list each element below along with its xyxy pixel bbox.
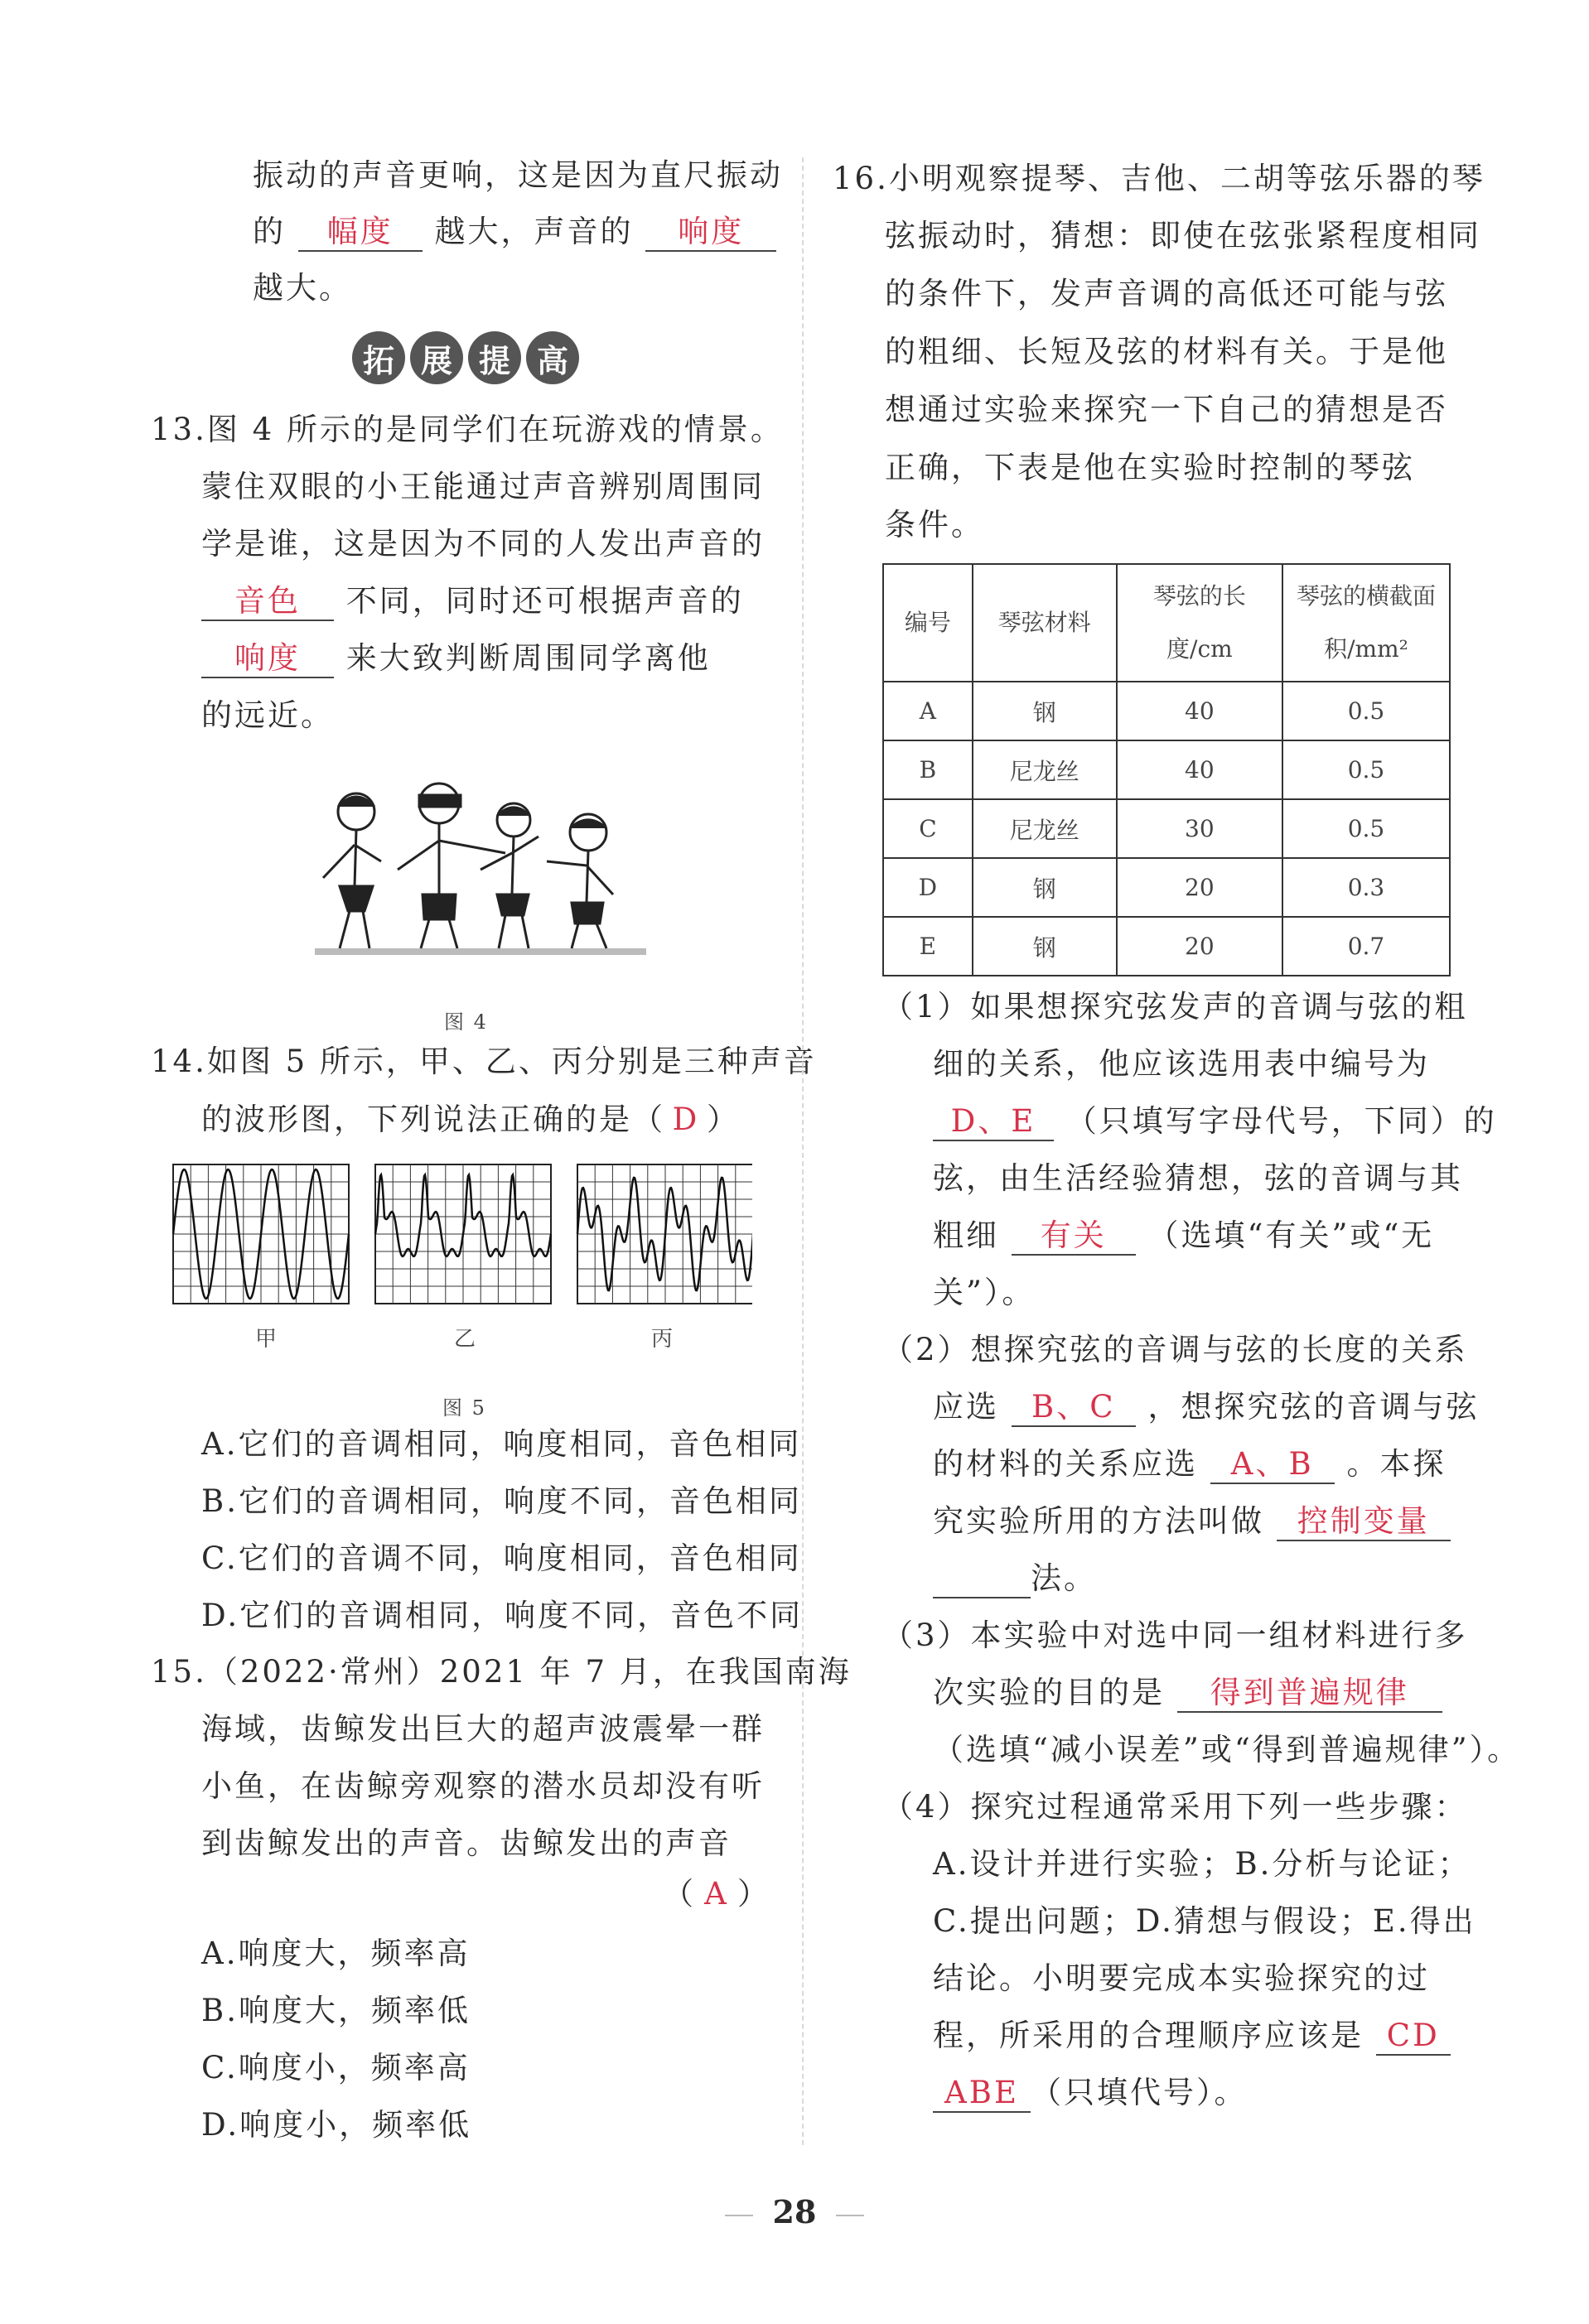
table-row: [883, 858, 1450, 917]
q16-p2-line5: 法。: [933, 1559, 1097, 1598]
q16-line7: 条件。: [885, 507, 984, 542]
answer-blank: 控制变量: [1277, 1503, 1451, 1541]
q16-p2-line4: 究实验所用的方法叫做 控制变量: [933, 1502, 1451, 1541]
table-cell: A: [883, 682, 973, 740]
children-playing-illustration: [315, 770, 646, 961]
section-title: 拓 展 提 高: [352, 331, 579, 384]
q15-option-c: C.响度小，频率高: [201, 2050, 471, 2085]
table-cell: 尼龙丝: [973, 799, 1117, 858]
q16-p4-line3: C.提出问题；D.猜想与假设；E.得出: [933, 1903, 1476, 1939]
q16-line2: 弦振动时，猜想：即使在弦张紧程度相同: [885, 218, 1481, 253]
table-cell: C: [883, 799, 973, 858]
table-cell: 20: [1117, 858, 1282, 917]
table-cell: 20: [1117, 917, 1282, 976]
q16-p1-line3: D、E （只填写字母代号，下同）的: [933, 1102, 1497, 1141]
q14-option-c: C.它们的音调不同，响度相同，音色相同: [201, 1540, 802, 1576]
table-cell: 0.5: [1282, 740, 1450, 799]
q14-option-d: D.它们的音调相同，响度不同，音色不同: [201, 1598, 804, 1633]
q16-p3-line3: （选填“减小误差”或“得到普遍规律”）。: [933, 1732, 1521, 1767]
waveform-grid-yi: [375, 1164, 551, 1304]
waveform-label-jia: 甲: [255, 1327, 279, 1352]
q13-line1: 13.图 4 所示的是同学们在玩游戏的情景。: [151, 412, 784, 447]
table-cell: 0.7: [1282, 917, 1450, 976]
q16-p4-line5: 程，所采用的合理顺序应该是 CD: [933, 2016, 1451, 2056]
q14-line2: 的波形图，下列说法正确的是（ D ）: [201, 1102, 740, 1137]
q13-line5: 响度 来大致判断周围同学离他: [201, 639, 711, 678]
q14-line1: 14.如图 5 所示，甲、乙、丙分别是三种声音: [151, 1044, 817, 1079]
table-cell: 40: [1117, 740, 1282, 799]
figure-4-caption: 图 4: [444, 1010, 488, 1034]
answer-blank: D、E: [933, 1103, 1054, 1141]
table-cell: 30: [1117, 799, 1282, 858]
q15-option-b: B.响度大，频率低: [201, 1993, 471, 2028]
q16-p2-line1: （2）想探究弦的音调与弦的长度的关系: [882, 1332, 1468, 1367]
answer-blank: 有关: [1012, 1217, 1136, 1256]
figure-5-caption: 图 5: [442, 1396, 486, 1420]
answer-blank: 响度: [645, 214, 776, 252]
q15-option-a: A.响度大，频率高: [201, 1936, 471, 1971]
q16-p4-line1: （4）探究过程通常采用下列一些步骤：: [882, 1789, 1468, 1825]
q12-line2: 的 幅度 越大，声音的 响度: [253, 212, 776, 252]
table-cell: 钢: [973, 917, 1117, 976]
q16-p1-line2: 细的关系，他应该选用表中编号为: [933, 1046, 1430, 1082]
table-row: [883, 799, 1450, 858]
waveform-label-bing: 丙: [651, 1327, 675, 1352]
answer-blank: 音色: [201, 583, 334, 621]
waveform-grid-jia: [173, 1164, 349, 1304]
q16-p3-line1: （3）本实验中对选中同一组材料进行多: [882, 1618, 1468, 1653]
table-header: 琴弦的长度/cm: [1117, 564, 1282, 682]
answer-blank: 响度: [201, 640, 334, 678]
q16-p4-line4: 结论。小明要完成本实验探究的过: [933, 1960, 1430, 1996]
table-cell: 0.5: [1282, 799, 1450, 858]
q16-p4-line6: ABE （只填代号）。: [933, 2073, 1248, 2113]
q13-line6: 的远近。: [201, 697, 334, 733]
answer-choice: D: [672, 1102, 700, 1137]
q16-p3-line2: 次实验的目的是 得到普遍规律: [933, 1673, 1442, 1713]
table-row: [883, 740, 1450, 799]
q15-answer-paren: （ A ）: [663, 1876, 770, 1912]
page-number: 28: [0, 2193, 1589, 2230]
q16-p1-line1: （1）如果想探究弦发声的音调与弦的粗: [882, 989, 1468, 1025]
answer-blank: 得到普遍规律: [1177, 1675, 1442, 1713]
q16-p4-line2: A.设计并进行实验；B.分析与论证；: [933, 1846, 1471, 1882]
waveform-label-yi: 乙: [454, 1327, 478, 1352]
q16-line3: 的条件下，发声音调的高低还可能与弦: [885, 276, 1448, 311]
table-row: [883, 682, 1450, 740]
table-cell: B: [883, 740, 973, 799]
table-row: [883, 917, 1450, 976]
table-header: 琴弦材料: [973, 564, 1117, 682]
q13-line2: 蒙住双眼的小王能通过声音辨别周围同: [201, 469, 765, 504]
q16-line1: 16.小明观察提琴、吉他、二胡等弦乐器的琴: [833, 161, 1485, 196]
q16-p1-line5: 粗细 有关 （选填“有关”或“无: [933, 1216, 1434, 1256]
answer-blank-continued: ABE: [933, 2075, 1031, 2113]
q14-option-a: A.它们的音调相同，响度相同，音色相同: [201, 1426, 802, 1462]
q16-line5: 想通过实验来探究一下自己的猜想是否: [885, 392, 1448, 427]
q16-line4: 的粗细、长短及弦的材料有关。于是他: [885, 334, 1448, 369]
q13-line4: 音色 不同，同时还可根据声音的: [201, 581, 744, 621]
q16-p2-line2: 应选 B、C ，想探究弦的音调与弦: [933, 1387, 1480, 1427]
table-cell: 钢: [973, 858, 1117, 917]
q16-p2-line3: 的材料的关系应选 A、B 。本探: [933, 1444, 1447, 1484]
q15-line4: 到齿鲸发出的声音。齿鲸发出的声音: [201, 1825, 732, 1861]
table-cell: 40: [1117, 682, 1282, 740]
answer-blank: CD: [1376, 2018, 1451, 2056]
waveform-grid-bing: [577, 1164, 752, 1304]
q16-p1-line4: 弦，由生活经验猜想，弦的音调与其: [933, 1160, 1463, 1196]
answer-blank: A、B: [1210, 1446, 1335, 1484]
table-header: 琴弦的横截面积/mm²: [1282, 564, 1450, 682]
q15-line2: 海域，齿鲸发出巨大的超声波震晕一群: [201, 1711, 765, 1747]
q15-option-d: D.响度小，频率低: [201, 2107, 472, 2143]
waveform-figure: [172, 1164, 752, 1313]
column-divider: [802, 157, 804, 2145]
answer-blank: 幅度: [298, 214, 423, 252]
q13-line3: 学是谁，这是因为不同的人发出声音的: [201, 526, 765, 562]
q12-line1: 振动的声音更响，这是因为直尺振动: [253, 157, 783, 193]
answer-choice: A: [704, 1876, 729, 1912]
table-cell: E: [883, 917, 973, 976]
answer-blank-continued: [933, 1560, 1031, 1598]
string-conditions-table: [882, 563, 1451, 976]
q16-line6: 正确，下表是他在实验时控制的琴弦: [885, 450, 1415, 485]
table-cell: D: [883, 858, 973, 917]
table-cell: 钢: [973, 682, 1117, 740]
q15-line3: 小鱼，在齿鲸旁观察的潜水员却没有听: [201, 1768, 765, 1804]
table-header: 编号: [883, 564, 973, 682]
table-cell: 0.3: [1282, 858, 1450, 917]
table-cell: 尼龙丝: [973, 740, 1117, 799]
q12-line3: 越大。: [253, 270, 352, 306]
q14-option-b: B.它们的音调相同，响度不同，音色相同: [201, 1483, 802, 1519]
q16-p1-line6: 关”）。: [933, 1275, 1036, 1310]
answer-blank: B、C: [1012, 1389, 1136, 1427]
table-cell: 0.5: [1282, 682, 1450, 740]
q15-line1: 15.（2022·常州）2021 年 7 月，在我国南海: [151, 1654, 852, 1690]
